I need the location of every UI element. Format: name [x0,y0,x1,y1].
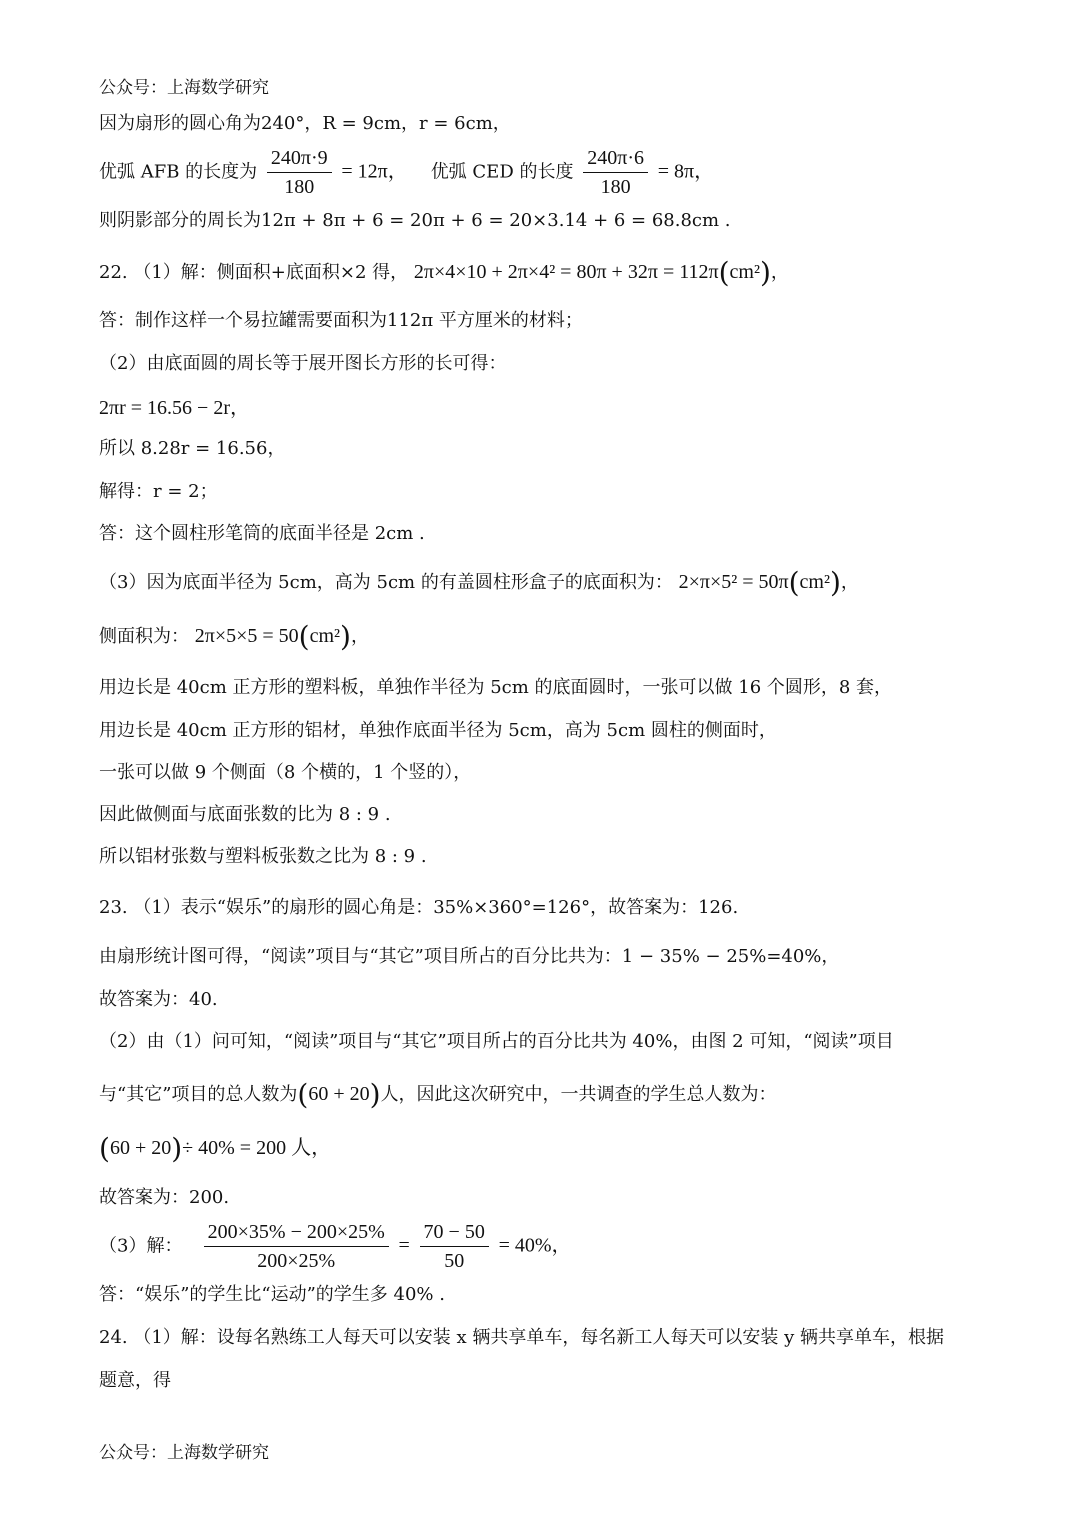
q23-l6-math: 60 + 20 [109,1136,172,1159]
page-header: 公众号：上海数学研究 [99,78,269,98]
fraction-numerator: 70 − 50 [420,1220,489,1247]
unit-cm2: cm² [729,260,760,283]
q22-line-14: 所以铝材张数与塑料板张数之比为 8 : 9 . [99,846,427,867]
equals-sign: = [398,1234,410,1257]
q22-line-8 [99,566,1020,600]
q23-line-7: 故答案为：200. [99,1187,230,1208]
paren-close: ) [171,1132,183,1165]
q22-line-3: （2）由底面圆的周长等于展开图长方形的长可得： [99,353,507,374]
q23-line-2: 由扇形统计图可得，“阅读”项目与“其它”项目所占的百分比共为：1 − 35% − 25%=40%， [99,946,840,967]
q23-line-5 [99,1078,1020,1112]
q22-line-13: 因此做侧面与底面张数的比为 8 : 9 . [99,804,391,825]
q22-l1-text: 22. （1）解：侧面积+底面积×2 得， [99,261,409,283]
q22-line-12: 一张可以做 9 个侧面（8 个横的，1 个竖的）， [99,762,472,783]
q23-l8-text: （3）解： [99,1235,183,1257]
q22-line-1 [99,256,1020,290]
page-footer: 公众号：上海数学研究 [99,1443,269,1463]
q22-line-11: 用边长是 40cm 正方形的铝材，单独作底面半径为 5cm，高为 5cm 圆柱的侧面时， [99,720,777,741]
q22-line-5: 所以 8.28r = 16.56， [99,438,286,459]
q21-fraction-afb [267,146,332,199]
q22-l9-end: ， [350,625,369,647]
q23-line-4: （2）由（1）问可知，“阅读”项目与“其它”项目所占的百分比共为 40%，由图 2 可知，“阅读”项目 [99,1031,894,1052]
q22-l1-math: 2π×4×10 + 2π×4² = 80π + 32π = 112π [413,260,719,283]
paren-open: ( [788,566,800,599]
q24-line-1: 24. （1）解：设每名熟练工人每天可以安装 x 辆共享单车，每名新工人每天可以安装 y 辆共享单车，根据 [99,1327,945,1348]
q23-line-8 [99,1220,1020,1273]
q21-line2-mid: 优弧 CED 的长度 [430,161,574,183]
q22-line-2: 答：制作这样一个易拉罐需要面积为112π 平方厘米的材料； [99,310,583,331]
q21-line-2 [99,146,1020,199]
q22-l9-math: 2π×5×5 = 50 [194,624,299,647]
fraction-numerator: 240π·9 [267,146,332,173]
q22-l8-end: ， [840,571,859,593]
q21-line-1: 因为扇形的圆心角为240°，R = 9cm，r = 6cm， [99,113,511,134]
fraction-denominator: 200×25% [257,1250,336,1272]
unit-cm2: cm² [799,570,830,593]
q22-line-7: 答：这个圆柱形笔筒的底面半径是 2cm . [99,523,425,544]
q23-l5-b: 人，因此这次研究中，一共调查的学生总人数为： [380,1083,777,1105]
q22-line-10: 用边长是 40cm 正方形的塑料板，单独作半径为 5cm 的底面圆时，一张可以做 16 个圆形，8 套， [99,677,893,698]
q21-fraction-ced [583,146,648,199]
paren-open: ( [297,1078,309,1111]
paren-close: ) [369,1078,381,1111]
q23-line-3: 故答案为：40. [99,989,218,1010]
q23-l8-end: = 40%， [498,1234,572,1257]
q23-fraction-1 [204,1220,389,1273]
paren-close: ) [829,566,841,599]
q23-line-6 [99,1132,1020,1166]
q23-l5-math: 60 + 20 [308,1082,370,1105]
paren-close: ) [340,620,351,653]
q23-line-1: 23. （1）表示“娱乐”的扇形的圆心角是：35%×360°=126°，故答案为：126. [99,897,739,918]
paren-open: ( [298,620,310,653]
fraction-denominator: 180 [284,176,315,198]
fraction-numerator: 240π·6 [583,146,648,173]
q22-line-9 [99,620,1020,654]
q23-l5-a: 与“其它”项目的总人数为 [99,1083,298,1105]
q22-l9-text: 侧面积为： [99,625,189,647]
q21-line2-prefix: 优弧 AFB 的长度为 [99,161,258,183]
q22-l8-text: （3）因为底面半径为 5cm，高为 5cm 的有盖圆柱形盒子的底面积为： [99,571,673,593]
q21-line2-eq1: = 12π， [341,160,408,183]
q22-l8-math: 2×π×5² = 50π [678,570,789,593]
fraction-denominator: 180 [600,176,631,198]
q23-line-9: 答：“娱乐”的学生比“运动”的学生多 40% . [99,1284,445,1305]
q24-line-2: 题意，得 [99,1370,171,1391]
paren-close: ) [759,256,771,289]
q22-l1-end: ， [770,261,789,283]
fraction-numerator: 200×35% − 200×25% [204,1220,389,1247]
q22-line-6: 解得：r = 2； [99,481,218,502]
q21-line2-eq2: = 8π， [657,160,715,183]
q23-l6-rest: ÷ 40% = 200 人， [182,1136,332,1159]
fraction-denominator: 50 [444,1250,465,1272]
q21-line-3: 则阴影部分的周长为12π + 8π + 6 = 20π + 6 = 20×3.14 + 6 = 68.8cm . [99,210,731,231]
unit-cm2: cm² [309,624,341,647]
paren-open: ( [718,256,730,289]
q22-line-4: 2πr = 16.56 − 2r， [99,397,250,419]
paren-open: ( [99,1132,110,1165]
q23-fraction-2 [420,1220,489,1273]
